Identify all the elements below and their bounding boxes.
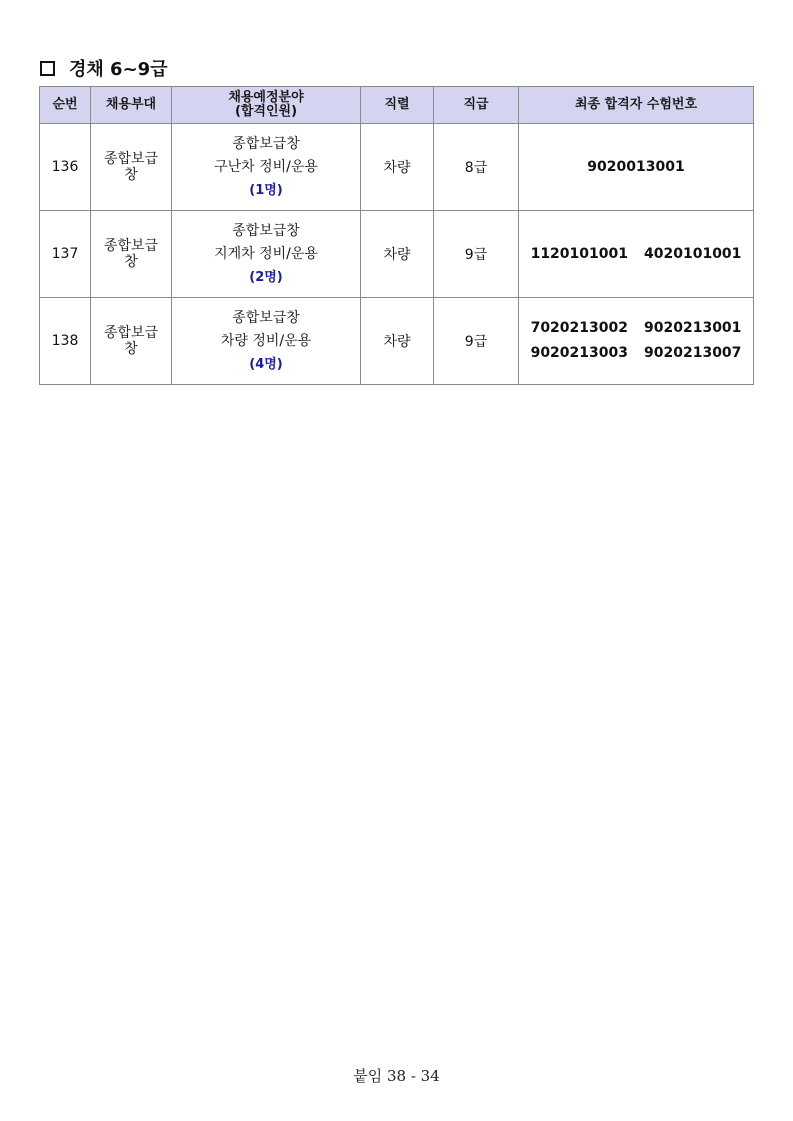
cell-field xyxy=(172,211,361,298)
cell-dept xyxy=(91,211,172,298)
section-title xyxy=(40,56,168,80)
field-line2: 차량 정비/운용 xyxy=(220,332,312,349)
headcount: (4명) xyxy=(249,356,283,372)
cell-series: 차량 xyxy=(361,124,434,211)
headcount: (1명) xyxy=(249,182,283,198)
cell-seq: 136 xyxy=(40,124,91,211)
dept-line1: 종합보급 xyxy=(103,238,159,254)
header-dept: 채용부대 xyxy=(91,87,172,124)
cell-series: 차량 xyxy=(361,298,434,385)
header-field-line2: (합격인원) xyxy=(234,104,298,119)
header-numbers: 최종 합격자 수험번호 xyxy=(519,87,754,124)
cell-grade: 8급 xyxy=(434,124,519,211)
dept-line1: 종합보급 xyxy=(103,151,159,167)
table-row xyxy=(40,298,754,385)
exam-number: 9020013001 xyxy=(587,158,685,175)
checkbox-square-icon xyxy=(40,61,55,76)
numbers-line xyxy=(519,316,753,341)
exam-number: 1120101001 xyxy=(530,245,628,262)
results-table xyxy=(39,86,754,385)
cell-field xyxy=(172,124,361,211)
cell-grade: 9급 xyxy=(434,298,519,385)
dept-line1: 종합보급 xyxy=(103,325,159,341)
field-line1: 종합보급창 xyxy=(232,135,300,152)
header-series: 직렬 xyxy=(361,87,434,124)
cell-seq: 138 xyxy=(40,298,91,385)
dept-line2: 창 xyxy=(124,341,138,357)
page-footer: 붙임 38 - 34 xyxy=(353,1067,440,1085)
exam-number: 4020101001 xyxy=(644,245,742,262)
cell-numbers xyxy=(519,124,754,211)
cell-seq: 137 xyxy=(40,211,91,298)
section-title-text: 경채 6~9급 xyxy=(69,59,168,80)
table-row xyxy=(40,124,754,211)
numbers-line xyxy=(519,155,753,180)
field-line1: 종합보급창 xyxy=(232,222,300,239)
cell-series: 차량 xyxy=(361,211,434,298)
table-header-row xyxy=(40,87,754,124)
header-field xyxy=(172,87,361,124)
cell-dept xyxy=(91,124,172,211)
cell-numbers xyxy=(519,211,754,298)
exam-number: 9020213001 xyxy=(644,320,742,336)
header-seq: 순번 xyxy=(40,87,91,124)
exam-number: 9020213007 xyxy=(644,345,742,361)
exam-number: 9020213003 xyxy=(530,345,628,361)
numbers-line xyxy=(519,242,753,267)
cell-numbers xyxy=(519,298,754,385)
dept-line2: 창 xyxy=(124,254,138,270)
numbers-line xyxy=(519,341,753,366)
headcount: (2명) xyxy=(249,269,283,285)
header-grade: 직급 xyxy=(434,87,519,124)
table-row xyxy=(40,211,754,298)
field-line2: 구난차 정비/운용 xyxy=(214,158,318,175)
dept-line2: 창 xyxy=(124,167,138,183)
cell-grade: 9급 xyxy=(434,211,519,298)
cell-field xyxy=(172,298,361,385)
exam-number: 7020213002 xyxy=(530,320,628,336)
cell-dept xyxy=(91,298,172,385)
field-line1: 종합보급창 xyxy=(232,309,300,326)
field-line2: 지게차 정비/운용 xyxy=(214,245,318,262)
header-field-line1: 채용예정분야 xyxy=(228,90,304,105)
